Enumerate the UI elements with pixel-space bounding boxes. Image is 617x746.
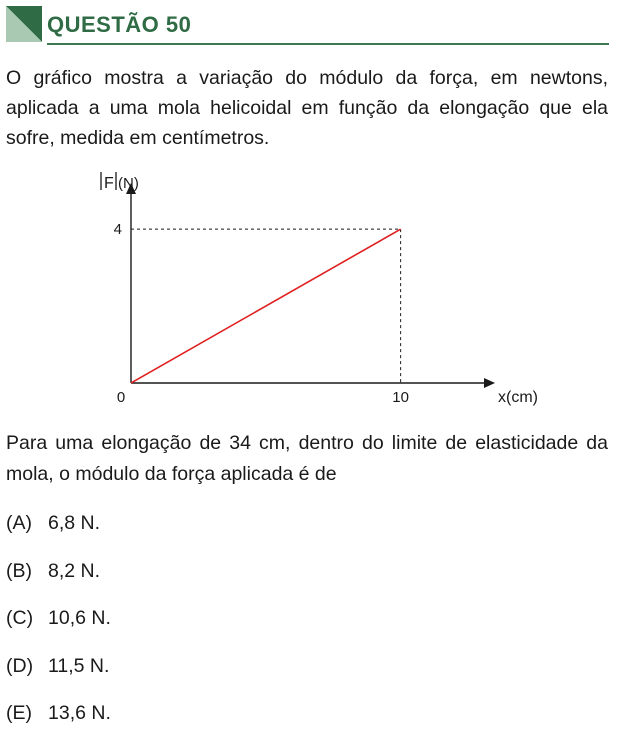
question-title: QUESTÃO 50 [47, 12, 192, 37]
option-text: 10,6 N. [48, 607, 111, 629]
option-b[interactable] [6, 556, 406, 604]
force-elongation-chart [100, 168, 560, 413]
series-line-0 [131, 229, 401, 383]
question-stem: O gráfico mostra a variação do módulo da força, em newtons, aplicada a uma mola helicoidal em função da elongação que ela sofre, medida em centímetros. [6, 67, 608, 149]
y-axis-label-unit: (N) [118, 175, 139, 192]
option-letter: (E) [6, 702, 32, 724]
answer-options [6, 508, 406, 746]
question-header [0, 0, 617, 50]
option-text: 8,2 N. [48, 559, 101, 582]
option-letter: (A) [6, 512, 32, 534]
x-axis-label: x(cm) [498, 389, 538, 406]
option-text: 6,8 N. [48, 512, 101, 534]
y-tick-label: 4 [113, 221, 122, 239]
y-axis-label-symbol: F [104, 175, 114, 192]
option-d[interactable] [6, 651, 406, 699]
x-tick-label: 10 [392, 389, 409, 406]
corner-triangle-icon [6, 6, 42, 42]
origin-label: 0 [116, 389, 126, 406]
option-a[interactable] [6, 508, 406, 556]
option-letter: (B) [6, 559, 32, 582]
option-e[interactable] [6, 698, 406, 746]
option-text: 13,6 N. [48, 702, 111, 724]
x-axis-arrow-icon [484, 378, 495, 388]
option-letter: (C) [6, 607, 34, 629]
header-rule [47, 43, 609, 45]
option-c[interactable] [6, 603, 406, 651]
option-text: 11,5 N. [48, 654, 110, 677]
option-letter: (D) [6, 654, 34, 677]
question-prompt: Para uma elongação de 34 cm, dentro do limite de elasticidade da mola, o módulo da força aplicada é de [6, 432, 608, 485]
